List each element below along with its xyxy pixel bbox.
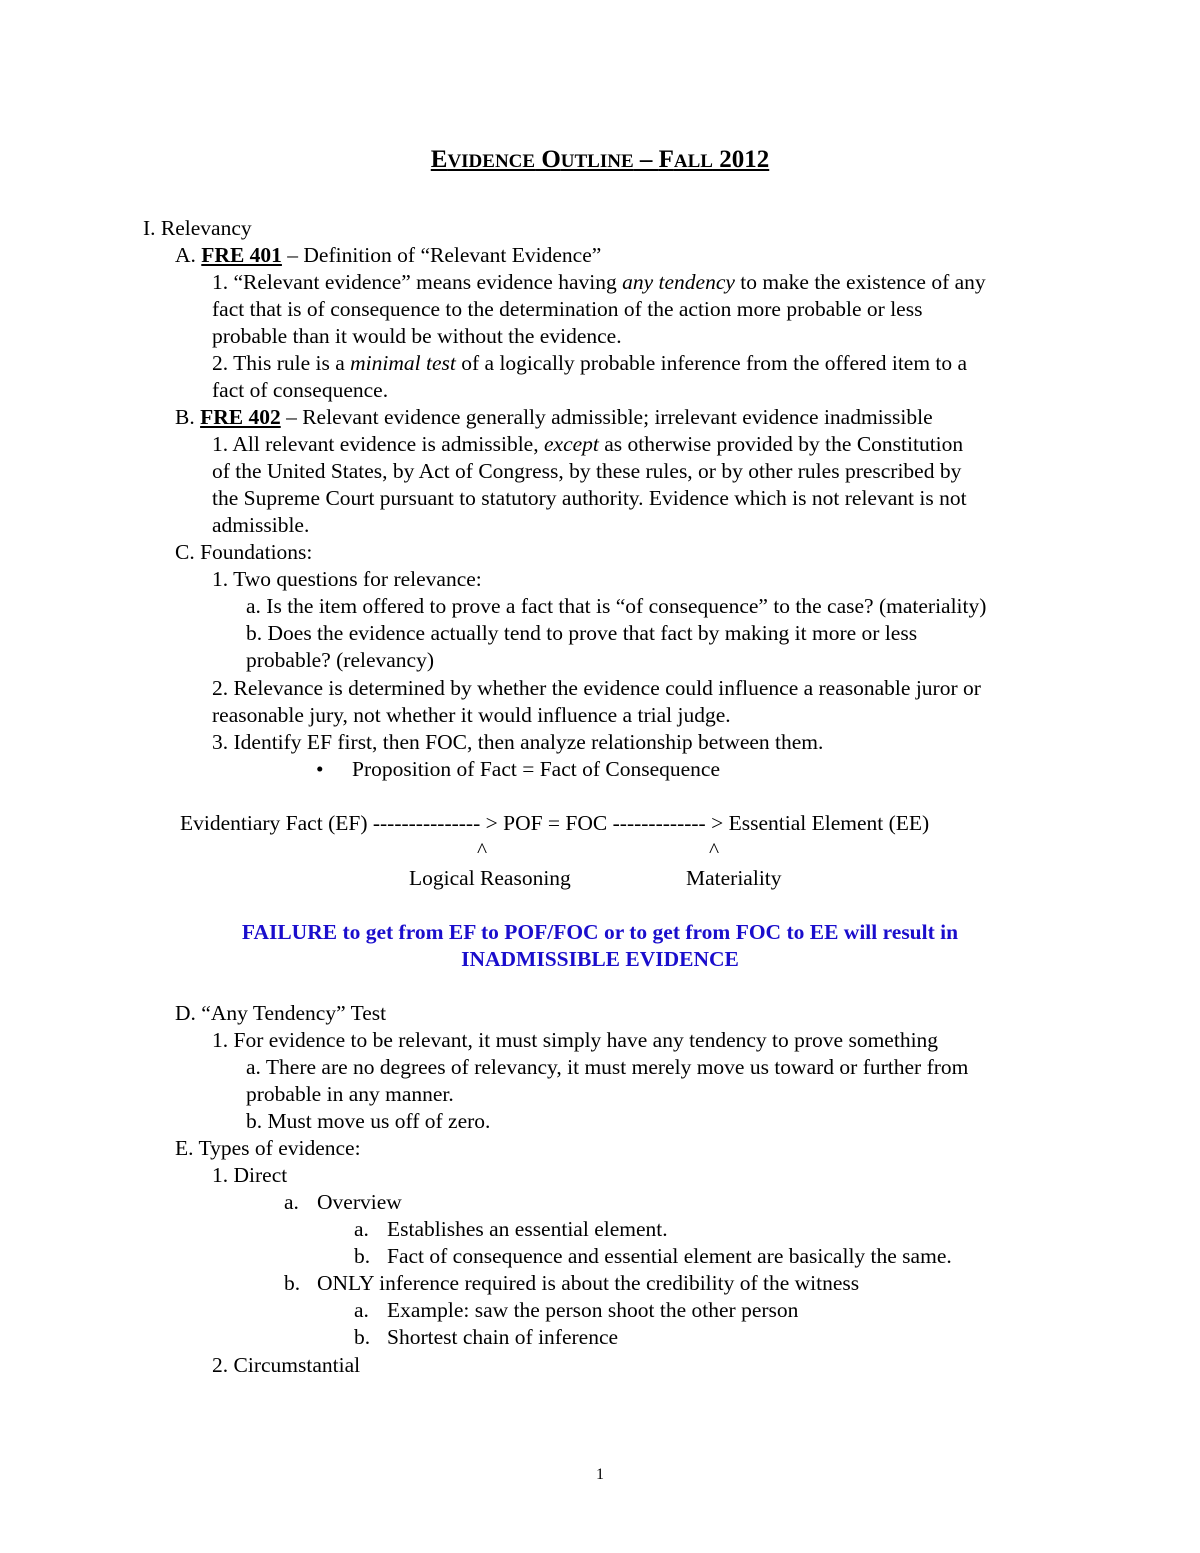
section-c1b-line1: b. Does the evidence actually tend to prove that fact by making it more or less (246, 621, 918, 645)
section-e1b: ONLY inference required is about the credibility of the witness (317, 1271, 860, 1295)
section-c2-line1: 2. Relevance is determined by whether the evidence could influence a reasonable juror or (212, 676, 981, 700)
section-a2-line2: fact of consequence. (212, 378, 389, 402)
section-e1b-a: Example: saw the person shoot the other person (387, 1298, 799, 1322)
section-e-heading: E. Types of evidence: (175, 1136, 361, 1160)
section-e1a-b: Fact of consequence and essential element are basically the same. (387, 1244, 952, 1268)
page-title: EVIDENCE OUTLINE – FALL 2012 (430, 146, 770, 173)
heading-relevancy: I. Relevancy (143, 216, 252, 240)
section-d1b: b. Must move us off of zero. (246, 1109, 491, 1133)
section-e1: 1. Direct (212, 1163, 288, 1187)
list-marker: b. (354, 1244, 371, 1268)
diagram-chain: Evidentiary Fact (EF) --------------- > POF = FOC ------------- > Essential Element (EE) (180, 811, 930, 835)
section-e1a: Overview (317, 1190, 402, 1214)
section-e2: 2. Circumstantial (212, 1353, 361, 1377)
list-marker: b. (284, 1271, 301, 1295)
section-c1: 1. Two questions for relevance: (212, 567, 482, 591)
diagram-label-reasoning: Logical Reasoning (409, 866, 571, 890)
section-c1a: a. Is the item offered to prove a fact that is “of consequence” to the case? (materiality) (246, 594, 987, 618)
section-b1-line2: of the United States, by Act of Congress, by these rules, or by other rules prescribed by (212, 459, 962, 483)
warning-line2: INADMISSIBLE EVIDENCE (461, 947, 739, 971)
list-marker: a. (354, 1298, 369, 1322)
diagram-caret-materiality: ^ (709, 838, 720, 862)
diagram-label-materiality: Materiality (686, 866, 782, 890)
section-d1a-line2: probable in any manner. (246, 1082, 454, 1106)
list-marker: a. (354, 1217, 369, 1241)
section-d-heading: D. “Any Tendency” Test (175, 1001, 387, 1025)
bullet-text: Proposition of Fact = Fact of Consequence (352, 757, 721, 781)
section-a1-line3: probable than it would be without the evidence. (212, 324, 622, 348)
section-c2-line2: reasonable jury, not whether it would influence a trial judge. (212, 703, 731, 727)
section-a-heading: A. FRE 401 – Definition of “Relevant Evidence” (175, 243, 602, 267)
page-number: 1 (596, 1466, 604, 1483)
section-c-heading: C. Foundations: (175, 540, 313, 564)
section-a1-line1: 1. “Relevant evidence” means evidence having any tendency to make the existence of any (212, 270, 986, 294)
section-a2-line1: 2. This rule is a minimal test of a logically probable inference from the offered item to a (212, 351, 968, 375)
diagram-caret-reasoning: ^ (477, 838, 488, 862)
section-b1-line3: the Supreme Court pursuant to statutory authority. Evidence which is not relevant is not (212, 486, 967, 510)
section-e1b-b: Shortest chain of inference (387, 1325, 619, 1349)
section-e1a-a: Establishes an essential element. (387, 1217, 668, 1241)
section-d1: 1. For evidence to be relevant, it must simply have any tendency to prove something (212, 1028, 939, 1052)
bullet-marker: • (316, 757, 324, 781)
warning-line1: FAILURE to get from EF to POF/FOC or to get from FOC to EE will result in (241, 920, 959, 944)
section-a1-line2: fact that is of consequence to the determination of the action more probable or less (212, 297, 923, 321)
section-c1b-line2: probable? (relevancy) (246, 648, 435, 672)
section-d1a-line1: a. There are no degrees of relevancy, it must merely move us toward or further from (246, 1055, 969, 1079)
section-c3: 3. Identify EF first, then FOC, then analyze relationship between them. (212, 730, 824, 754)
section-b1-line4: admissible. (212, 513, 310, 537)
section-b-heading: B. FRE 402 – Relevant evidence generally admissible; irrelevant evidence inadmissible (175, 405, 933, 429)
list-marker: b. (354, 1325, 371, 1349)
section-b1-line1: 1. All relevant evidence is admissible, except as otherwise provided by the Constitution (212, 432, 964, 456)
list-marker: a. (284, 1190, 299, 1214)
